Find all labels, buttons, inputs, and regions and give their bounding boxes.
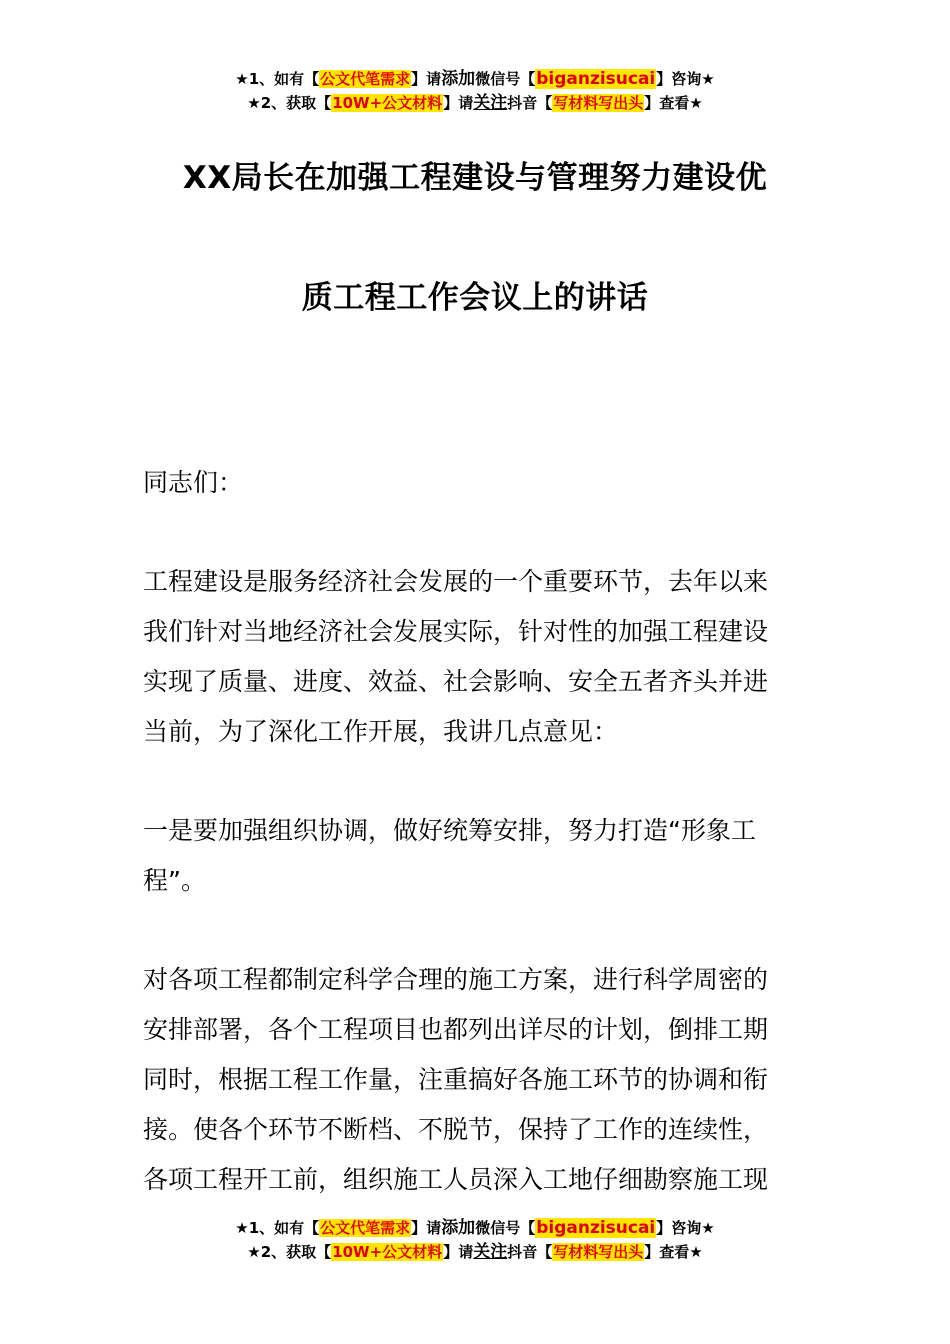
banner-emphasis: 关注: [473, 1242, 508, 1262]
text-line: 对各项工程都制定科学合理的施工方案，进行科学周密的: [143, 965, 769, 994]
highlight-service: 公文代笔需求: [320, 70, 411, 88]
banner-text: 抖音【: [507, 1243, 553, 1261]
document-title-line-2: 质工程工作会议上的讲话: [301, 280, 649, 316]
banner-text: 】请: [411, 70, 442, 88]
highlight-wechat-id: biganzisucai: [536, 69, 656, 89]
banner-text: 】查看★: [644, 94, 703, 112]
banner-text: 】请: [443, 1243, 474, 1261]
text-line: 一是要加强组织协调，做好统筹安排，努力打造“形象工: [143, 816, 756, 845]
banner-line-2: [0, 91, 950, 115]
banner-emphasis: 关注: [473, 93, 508, 113]
text-line: 同时，根据工程工作量，注重搞好各施工环节的协调和衔: [143, 1065, 769, 1094]
highlight-materials: 10W+公文材料: [332, 94, 443, 112]
banner-text: 】请: [443, 94, 474, 112]
highlight-service: 公文代笔需求: [320, 1219, 411, 1237]
text-line: 程”。: [143, 866, 206, 895]
footer-banner: [0, 1216, 950, 1264]
text-line: 工程建设是服务经济社会发展的一个重要环节，去年以来: [143, 567, 769, 596]
banner-text: 】请: [411, 1219, 442, 1237]
text-line: 实现了质量、进度、效益、社会影响、安全五者齐头并进: [143, 667, 769, 696]
banner-text: 微信号【: [475, 70, 536, 88]
text-line: 接。使各个环节不断档、不脱节，保持了工作的连续性，: [143, 1115, 769, 1144]
paragraph-1: [143, 557, 768, 757]
highlight-wechat-id: biganzisucai: [536, 1218, 656, 1238]
highlight-douyin-id: 写材料写出头: [553, 1243, 644, 1261]
banner-line-2: [0, 1240, 950, 1264]
text-line: 各项工程开工前，组织施工人员深入工地仔细勘察施工现: [143, 1165, 769, 1194]
banner-emphasis: 添加: [441, 1218, 476, 1238]
text-line: 我们针对当地经济社会发展实际，针对性的加强工程建设: [143, 617, 769, 646]
salutation: 同志们：: [143, 468, 244, 497]
text-line: 安排部署，各个工程项目也都列出详尽的计划，倒排工期: [143, 1015, 769, 1044]
highlight-materials: 10W+公文材料: [332, 1243, 443, 1261]
banner-text: 】查看★: [644, 1243, 703, 1261]
paragraph-3: [143, 955, 768, 1205]
text-line: 当前，为了深化工作开展，我讲几点意见：: [143, 717, 619, 746]
banner-text: 微信号【: [475, 1219, 536, 1237]
banner-text: 抖音【: [507, 94, 553, 112]
header-banner: [0, 67, 950, 115]
banner-emphasis: 添加: [441, 69, 476, 89]
document-title-line-1: XX局长在加强工程建设与管理努力建设优: [182, 160, 768, 196]
banner-text: ★1、如有【: [235, 1219, 320, 1237]
highlight-douyin-id: 写材料写出头: [553, 94, 644, 112]
banner-text: ★1、如有【: [235, 70, 320, 88]
paragraph-2: [143, 806, 756, 906]
banner-text: 】咨询★: [656, 70, 715, 88]
banner-line-1: [0, 67, 950, 91]
banner-text: 】咨询★: [656, 1219, 715, 1237]
banner-line-1: [0, 1216, 950, 1240]
banner-text: ★2、获取【: [247, 1243, 332, 1261]
banner-text: ★2、获取【: [247, 94, 332, 112]
